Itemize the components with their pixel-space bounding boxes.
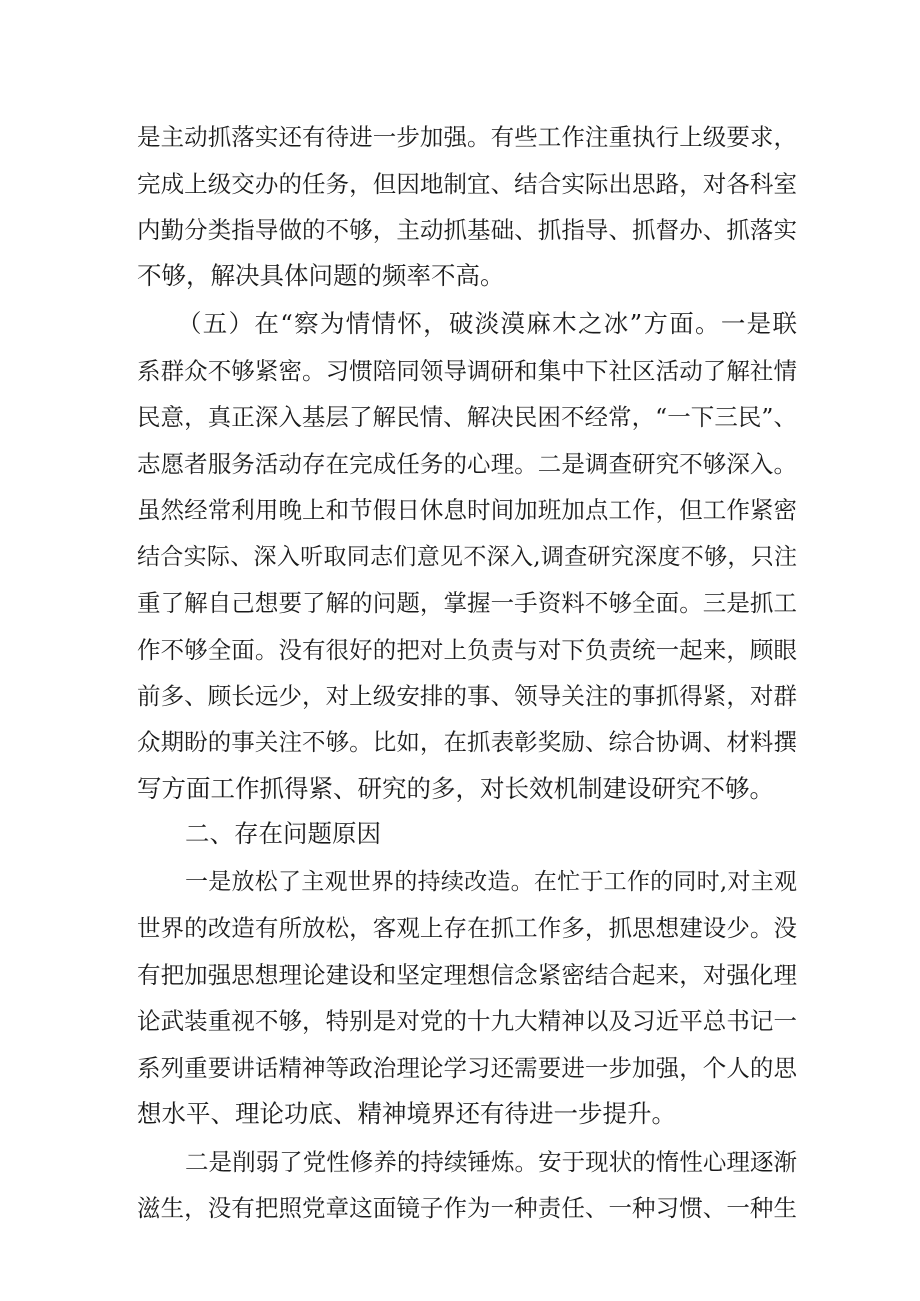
text-line: 民意，真正深入基层了解民情、解决民困不经常，“一下三民”、 [137, 403, 797, 431]
text-line: 滋生，没有把照党章这面镜子作为一种责任、一种习惯、一种生 [137, 1194, 797, 1222]
text-line: 写方面工作抓得紧、研究的多，对长效机制建设研究不够。 [137, 774, 774, 803]
text-line: 结合实际、深入听取同志们意见不深入,调查研究深度不够，只注 [137, 544, 797, 570]
paragraph-lead-line: 二是削弱了党性修养的持续锤炼。安于现状的惰性心理逐渐 [185, 1148, 797, 1176]
text-line: 世界的改造有所放松，客观上存在抓工作多，抓思想建设少。没 [137, 914, 797, 942]
text-line: 重了解自己想要了解的问题，掌握一手资料不够全面。三是抓工 [137, 589, 797, 617]
text-line: 众期盼的事关注不够。比如，在抓表彰奖励、综合协调、材料撰 [137, 728, 797, 756]
text-line: 不够，解决具体问题的频率不高。 [137, 261, 505, 290]
text-line: 想水平、理论功底、精神境界还有待进一步提升。 [137, 1099, 676, 1128]
text-line: 论武装重视不够，特别是对党的十九大精神以及习近平总书记一 [137, 1007, 797, 1035]
section-heading-two: 二、存在问题原因 [185, 819, 381, 848]
text-line: 前多、顾长远少，对上级安排的事、领导关注的事抓得紧，对群 [137, 682, 797, 710]
text-line: 内勤分类指导做的不够，主动抓基础、抓指导、抓督办、抓落实 [137, 216, 797, 244]
text-line: 志愿者服务活动存在完成任务的心理。二是调查研究不够深入。 [137, 450, 797, 478]
text-line: 虽然经常利用晚上和节假日休息时间加班加点工作，但工作紧密 [137, 496, 797, 524]
paragraph-lead-line: 一是放松了主观世界的持续改造。在忙于工作的同时,对主观 [185, 869, 797, 895]
text-line: 系列重要讲话精神等政治理论学习还需要进一步加强，个人的思 [137, 1054, 797, 1082]
text-line: 作不够全面。没有很好的把对上负责与对下负责统一起来，顾眼 [137, 636, 797, 664]
text-line: 是主动抓落实还有待进一步加强。有些工作注重执行上级要求， [137, 123, 797, 151]
text-line: 完成上级交办的任务，但因地制宜、结合实际出思路，对各科室 [137, 170, 797, 198]
text-line: 有把加强思想理论建设和坚定理想信念紧密结合起来，对强化理 [137, 961, 797, 989]
text-line: 系群众不够紧密。习惯陪同领导调研和集中下社区活动了解社情 [137, 357, 797, 385]
section-heading-five: （五）在“察为情情怀，破淡漠麻木之冰”方面。一是联 [177, 309, 797, 338]
